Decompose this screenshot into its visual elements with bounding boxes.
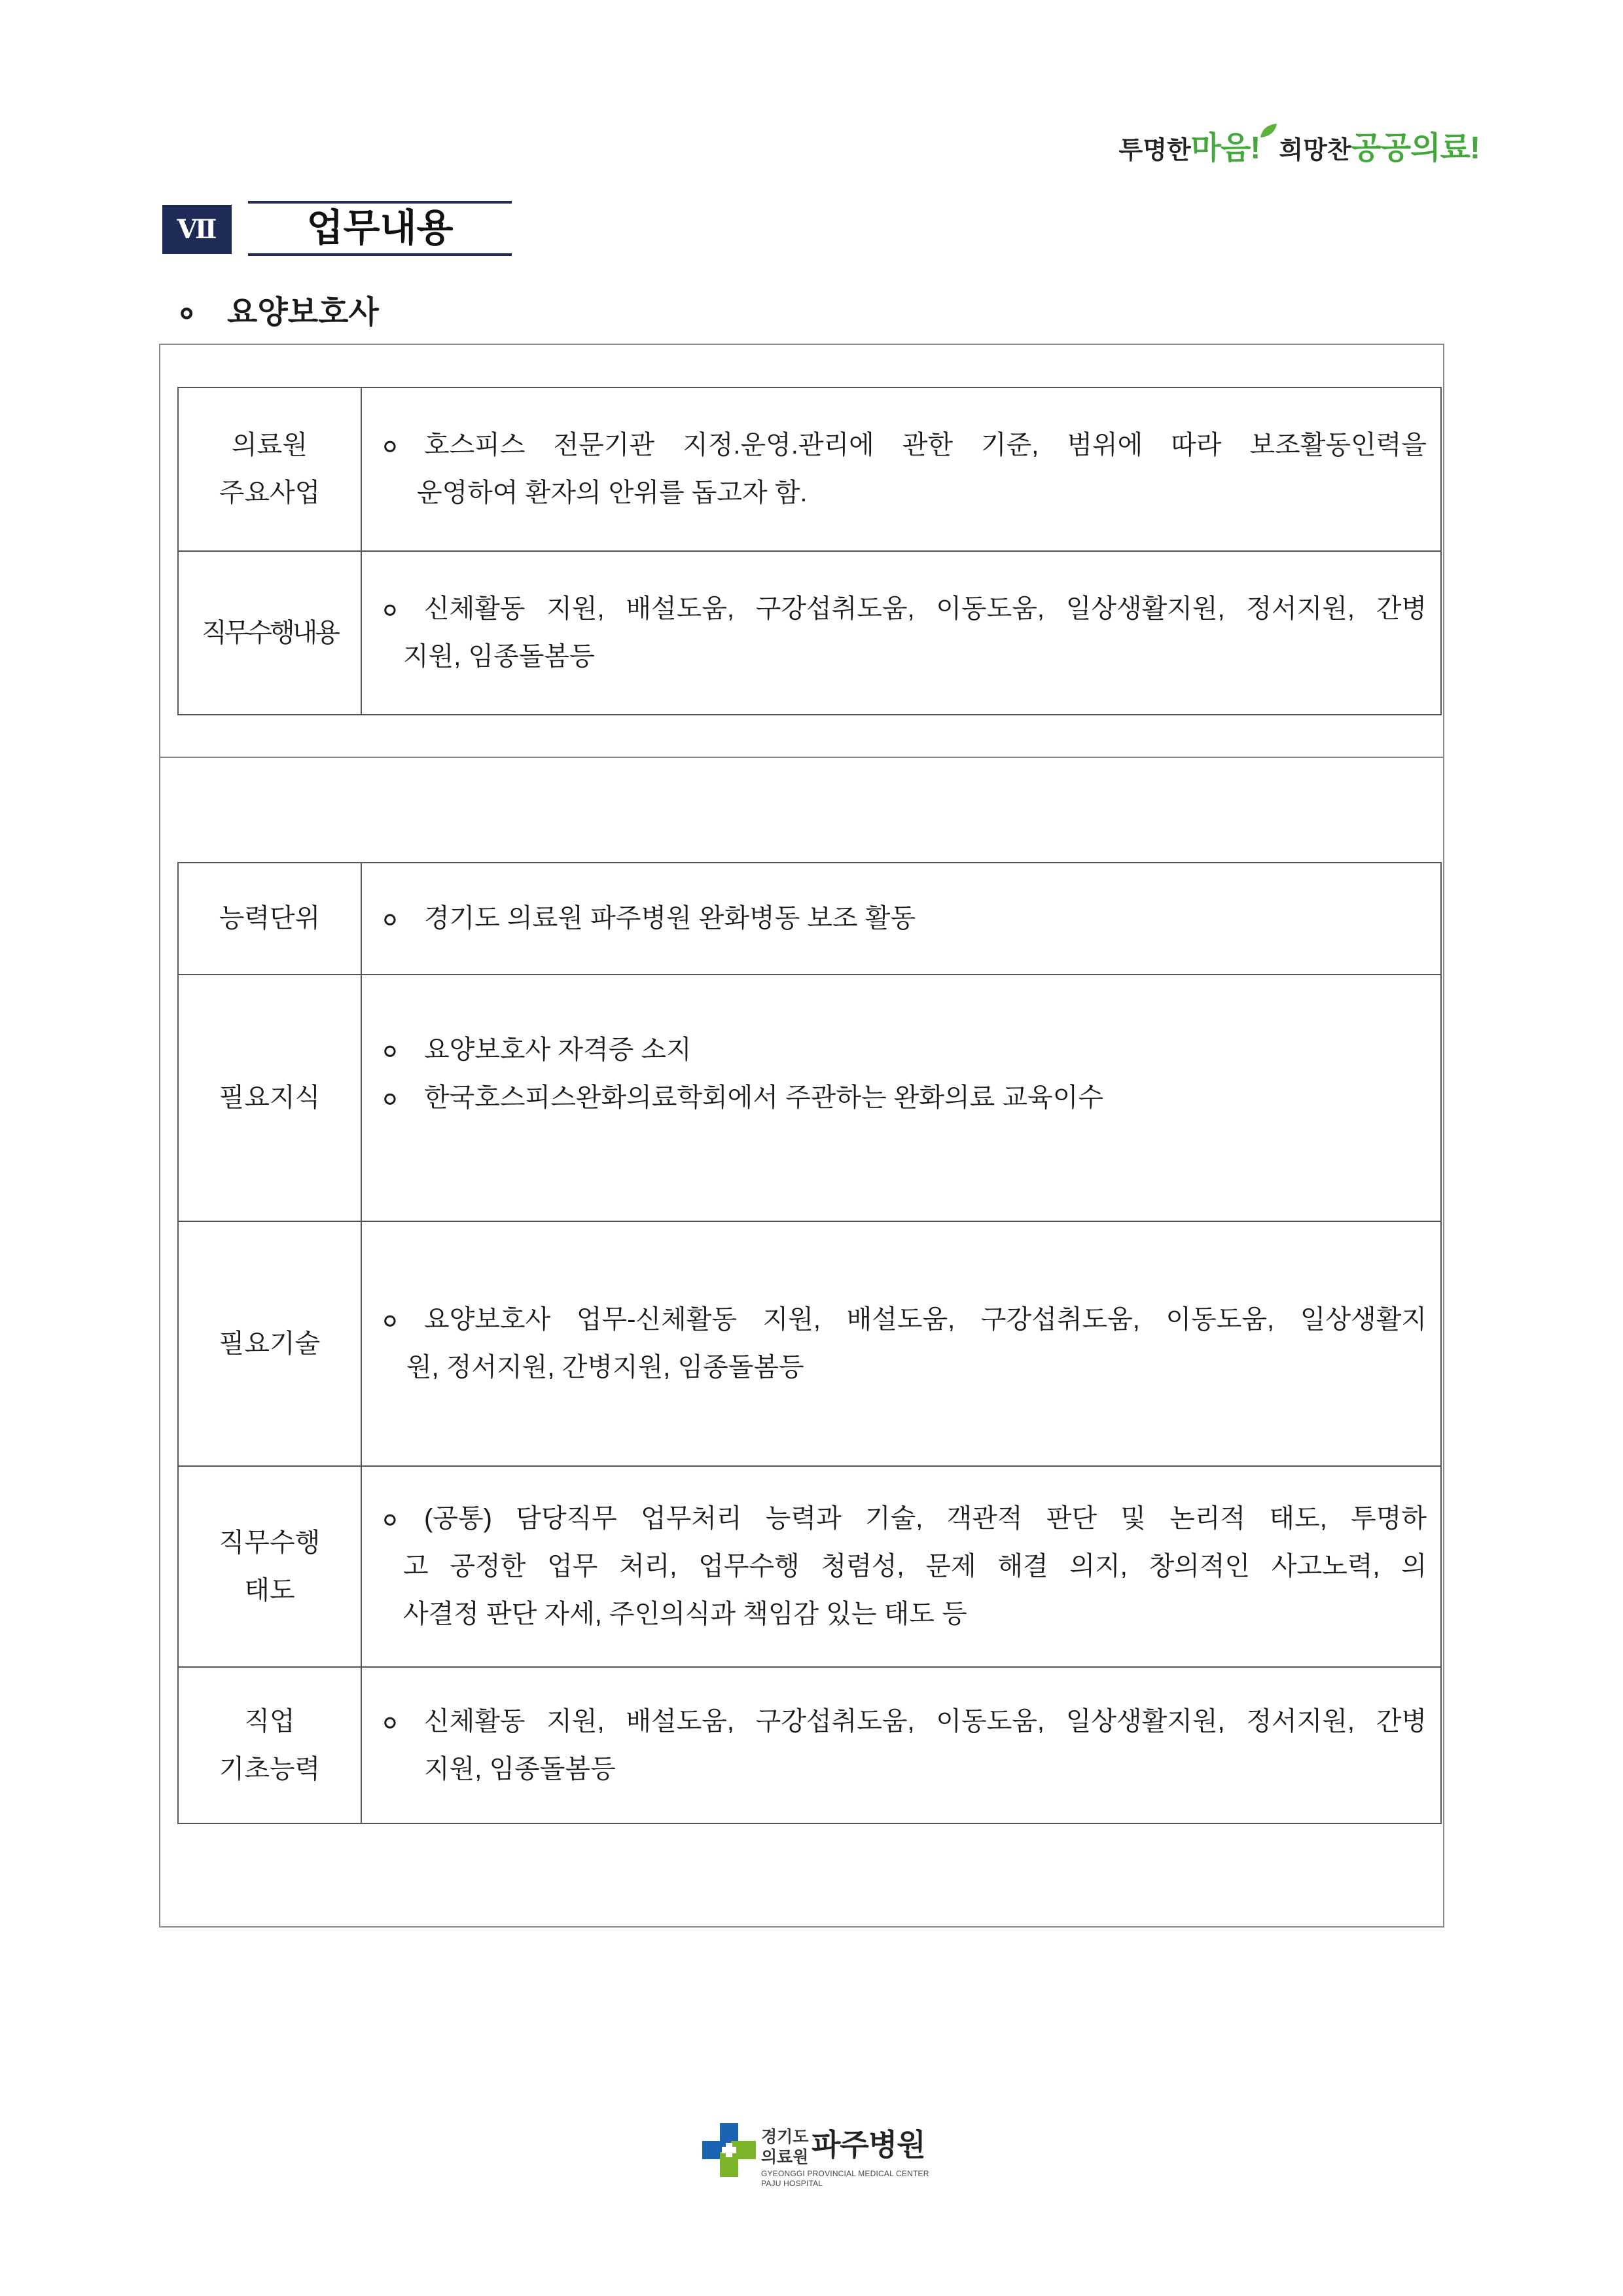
english-line: GYEONGGI PROVINCIAL MEDICAL CENTER [761, 2169, 929, 2178]
bullet-icon: ○ [383, 1037, 397, 1064]
content-text: 사결정 판단 자세, 주인의식과 책임감 있는 태도 등 [403, 1600, 967, 1628]
subsection-title: 요양보호사 [227, 295, 379, 330]
row-content-basic-vocational-ability [361, 1667, 1441, 1823]
content-text: 지원, 임종돌봄등 [403, 642, 595, 671]
label-line: 의료원 [232, 431, 308, 459]
content-text: 호스피스 전문기관 지정.운영.관리에 관한 기준, 범위에 따라 보조활동인력을 [424, 431, 1427, 459]
org-line: 경기도 [761, 2128, 809, 2146]
bullet-line [383, 585, 1427, 633]
bullet-icon: ○ [383, 1085, 397, 1111]
content-text: 신체활동 지원, 배설도움, 구강섭취도움, 이동도움, 일상생활지원, 정서지원, 간병 [424, 594, 1427, 623]
row-label-duty-attitude [178, 1466, 361, 1667]
row-label-main-business [178, 387, 361, 551]
content-text: 경기도 의료원 파주병원 완화병동 보조 활동 [424, 904, 916, 933]
label-line: 주요사업 [219, 478, 321, 507]
row-label-duty-content [178, 551, 361, 715]
bullet-line [383, 1296, 1427, 1344]
bullet-icon: ○ [383, 1306, 397, 1333]
subsection-heading [180, 293, 379, 333]
content-text: 요양보호사 업무-신체활동 지원, 배설도움, 구강섭취도움, 이동도움, 일상생활지 [424, 1305, 1427, 1334]
content-text: 원, 정서지원, 간병지원, 임종돌봄등 [406, 1353, 804, 1382]
bullet-icon: ○ [383, 432, 397, 459]
footer-org-name [761, 2127, 808, 2168]
table-row [178, 1221, 1441, 1466]
table-row [178, 975, 1441, 1221]
label-line: 직업 [244, 1706, 295, 1736]
label-line: 필요기술 [219, 1329, 321, 1358]
row-content-duty-attitude [361, 1466, 1441, 1667]
table-row [178, 551, 1441, 715]
label-line: 직무수행내용 [202, 618, 338, 647]
continuation-line [383, 1590, 1427, 1638]
slogan-part-transparent: 투명한 [1118, 137, 1191, 164]
bullet-line [383, 1026, 1427, 1074]
row-content-required-knowledge [361, 975, 1441, 1221]
overview-table [177, 387, 1442, 715]
competency-table [177, 862, 1442, 1824]
row-content-duty-content [361, 551, 1441, 715]
content-text: 요양보호사 자격증 소지 [424, 1035, 692, 1064]
content-text: 지원, 임종돌봄등 [424, 1754, 616, 1784]
continuation-line [383, 469, 1427, 517]
bullet-line [383, 1495, 1427, 1543]
label-line: 필요지식 [219, 1083, 321, 1112]
row-content-main-business [361, 387, 1441, 551]
row-content-competency-unit [361, 863, 1441, 975]
row-label-competency-unit [178, 863, 361, 975]
table-row [178, 387, 1441, 551]
label-line: 직무수행 [219, 1528, 321, 1557]
content-text: 신체활동 지원, 배설도움, 구강섭취도움, 이동도움, 일상생활지원, 정서지원, 간병 [424, 1706, 1427, 1736]
bullet-icon: ○ [383, 596, 397, 622]
content-text: (공통) 담당직무 업무처리 능력과 기술, 객관적 판단 및 논리적 태도, 투명하 [424, 1504, 1427, 1533]
org-line: 의료원 [761, 2148, 809, 2166]
content-text: 고 공정한 업무 처리, 업무수행 청렴성, 문제 해결 의지, 창의적인 사고노력, 의 [403, 1552, 1427, 1581]
label-line: 태도 [244, 1575, 295, 1605]
bullet-line [383, 422, 1427, 469]
slogan-part-public-healthcare: 공공의료! [1351, 131, 1480, 166]
slogan-part-hopeful: 희망찬 [1279, 137, 1351, 164]
continuation-line [383, 633, 1427, 681]
english-line: PAJU HOSPITAL [761, 2179, 823, 2188]
table-row [178, 863, 1441, 975]
section-title: 업무내용 [248, 201, 512, 256]
footer-logo [702, 2123, 938, 2189]
header-slogan [1119, 122, 1480, 169]
row-content-required-skills [361, 1221, 1441, 1466]
slogan-part-heart: 마음! [1190, 131, 1260, 166]
label-line: 능력단위 [219, 904, 321, 933]
bullet-icon: ○ [383, 1708, 397, 1735]
bullet-icon: ○ [180, 300, 194, 325]
bullet-line [383, 1074, 1427, 1122]
content-text: 한국호스피스완화의료학회에서 주관하는 완화의료 교육이수 [424, 1083, 1103, 1112]
content-text: 운영하여 환자의 안위를 돕고자 함. [417, 478, 808, 507]
continuation-line [383, 1344, 1427, 1391]
bullet-line [383, 1698, 1427, 1746]
footer-hospital-name: 파주병원 [812, 2128, 925, 2162]
row-label-required-knowledge [178, 975, 361, 1221]
table-row [178, 1667, 1441, 1823]
table-row [178, 1466, 1441, 1667]
continuation-line [383, 1543, 1427, 1590]
continuation-line [383, 1746, 1427, 1793]
bullet-line [383, 895, 1427, 942]
section-number-badge: Ⅶ [162, 205, 232, 254]
row-label-basic-vocational-ability [178, 1667, 361, 1823]
label-line: 기초능력 [219, 1754, 321, 1784]
row-label-required-skills [178, 1221, 361, 1466]
leaf-icon [1260, 123, 1277, 139]
bullet-icon: ○ [383, 1505, 397, 1532]
footer-english-name [761, 2169, 929, 2189]
hospital-cross-icon [702, 2123, 756, 2177]
bullet-icon: ○ [383, 905, 397, 932]
